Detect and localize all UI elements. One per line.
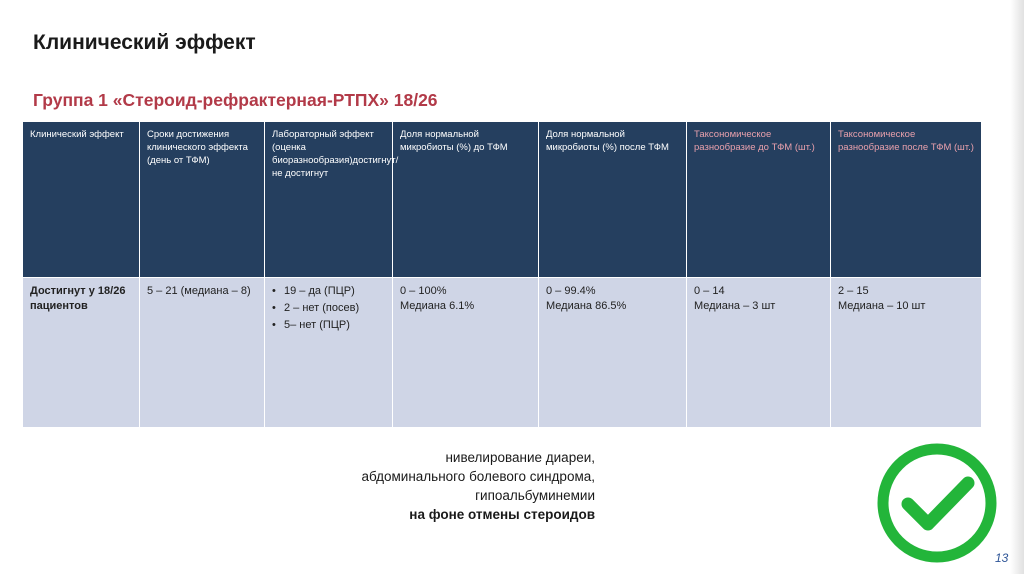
note-line: нивелирование диареи, bbox=[445, 450, 595, 465]
median-text: Медиана – 3 шт bbox=[694, 300, 776, 312]
cell-clinical-effect: Достигнут у 18/26 пациентов bbox=[23, 278, 140, 428]
table-header-row bbox=[23, 122, 982, 278]
page-number: 13 bbox=[995, 551, 1009, 565]
list-item: • 19 – да (ПЦР) bbox=[272, 284, 385, 299]
cell-taxa-before bbox=[687, 278, 831, 428]
note-line: абдоминального болевого синдрома, bbox=[361, 469, 595, 484]
lab-effect-list bbox=[272, 284, 385, 333]
header-taxa-after: Таксономическое разнообразие после ТФМ (шт.) bbox=[831, 122, 982, 278]
median-text: Медиана 6.1% bbox=[400, 300, 475, 312]
header-microbiota-after: Доля нормальной микробиоты (%) после ТФМ bbox=[539, 122, 687, 278]
median-text: Медиана 86.5% bbox=[546, 300, 627, 312]
range-text: 0 – 14 bbox=[694, 285, 725, 297]
header-taxa-before: Таксономическое разнообразие до ТФМ (шт.) bbox=[687, 122, 831, 278]
header-lab-effect: Лабораторный эффект (оценка биоразнообразия)достигнут/не достигнут bbox=[265, 122, 393, 278]
header-clinical-effect: Клинический эффект bbox=[23, 122, 140, 278]
cell-time-to-effect: 5 – 21 (медиана – 8) bbox=[140, 278, 265, 428]
range-text: 0 – 100% bbox=[400, 285, 447, 297]
header-time-to-effect: Сроки достижения клинического эффекта (день от ТФМ) bbox=[140, 122, 265, 278]
table-row bbox=[23, 278, 982, 428]
note-emphasis: на фоне отмены стероидов bbox=[409, 507, 595, 522]
cell-microbiota-after bbox=[539, 278, 687, 428]
slide-edge-shadow bbox=[1010, 0, 1024, 574]
median-text: Медиана – 10 шт bbox=[838, 300, 926, 312]
cell-taxa-after bbox=[831, 278, 982, 428]
conclusion-note bbox=[362, 448, 596, 524]
range-text: 2 – 15 bbox=[838, 285, 869, 297]
list-item: • 5– нет (ПЦР) bbox=[272, 318, 385, 333]
cell-microbiota-before bbox=[393, 278, 539, 428]
slide-title: Клинический эффект bbox=[33, 31, 256, 54]
cell-lab-effect bbox=[265, 278, 393, 428]
list-item: • 2 – нет (посев) bbox=[272, 301, 385, 316]
range-text: 0 – 99.4% bbox=[546, 285, 596, 297]
checkmark-circle-icon bbox=[876, 442, 998, 564]
note-line: гипоальбуминемии bbox=[475, 488, 595, 503]
results-table bbox=[22, 121, 982, 428]
slide-subtitle: Группа 1 «Стероид-рефрактерная-РТПХ» 18/26 bbox=[33, 90, 438, 110]
header-microbiota-before: Доля нормальной микробиоты (%) до ТФМ bbox=[393, 122, 539, 278]
